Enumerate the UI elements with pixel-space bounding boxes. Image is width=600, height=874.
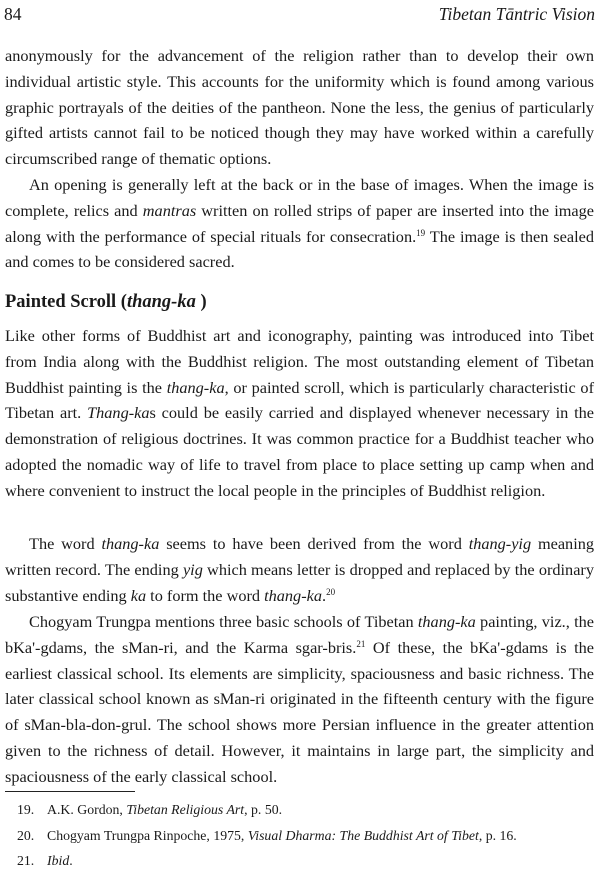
footnote-text: Chogyam Trungpa Rinpoche, 1975, [47,827,248,843]
footnote-number: 21. [17,853,35,868]
page-number: 84 [4,4,22,24]
paragraph-3-italic: thang-ka [166,377,225,397]
paragraph-5-text: painting, viz., the bKa'-gdams, the sMan-ri, and the Karma sgar-bris. [5,612,594,657]
footnote-number: 19. [17,802,35,817]
paragraph-4-text: seems to have been derived from the word [159,534,469,553]
footnote-italic: Ibid [47,853,70,868]
paragraph-3-text: , or painted scroll, which is particularly characteristic of Tibetan art. [5,377,594,423]
paragraph-4 [5,531,594,608]
paragraph-4-text: to form the word [146,585,265,605]
footnote-text: . [69,853,73,868]
footnote-item [17,823,592,849]
section-heading [5,290,207,314]
paragraph-5-text: Chogyam Trungpa mentions three basic schools of Tibetan [29,612,418,631]
paragraph-4-text: which means letter is dropped and replaced by the ordinary substantive ending [5,559,594,605]
footnote-italic: Tibetan Religious Art [126,802,245,817]
footnote-number: 20. [17,827,35,843]
heading-text: ) [195,292,207,312]
paragraph-4-italic: yig [182,559,203,579]
paragraph-2-text: written on rolled strips of paper are inserted into the image along with the performance of special rituals for consecration. [5,200,595,246]
paragraph-1 [5,43,594,172]
footnote-reference: 19 [416,227,426,238]
paragraph-5-text: Of these, the bKa'-gdams is the earliest classical school. Its elements are simplicity, spaciousness and basic richness. The later classical school known as sMan-ri originated in the fifteenth century with the figure of sMan-bla-don-grul. The school shows more Persian influence in the greater attention given to the richness of detail. However, it maintains in large part, the simplicity and spaciousness of the early classical school. [5,637,594,786]
footnote-reference: 21 [356,638,366,649]
paragraph-3-text: Like other forms of Buddhist art and iconography, painting was introduced into Tibet from India along with the Buddhist religion. The most outstanding element of Tibetan Buddhist painting is the [5,326,594,397]
footnotes [17,797,592,874]
running-head [4,4,595,26]
paragraph-5-italic: thang-ka [417,612,476,631]
footnote-item [17,797,592,823]
paragraph-3 [5,323,594,504]
paragraph-4-italic: ka [130,585,147,605]
paragraph-4-text: meaning written record. The ending [5,534,594,579]
paragraph-2-italic: mantras [142,200,197,220]
footnote-italic: Visual Dharma: The Buddhist Art of Tibet [247,827,479,843]
heading-text: Painted Scroll ( [5,292,127,312]
heading-italic: thang-ka [126,292,196,312]
footnote-text: , p. 16. [478,827,517,843]
footnote-item [17,848,592,874]
footnote-reference: 20 [326,586,336,597]
paragraph-4-italic: thang-yig [468,534,532,553]
paragraph-4-italic: thang-ka [264,585,322,605]
footnote-text: , p. 50. [244,802,283,817]
paragraph-2-text: The image is then sealed and comes to be considered sacred. [5,226,594,272]
paragraph-4-text: . [321,585,327,605]
paragraph-1-text: anonymously for the advancement of the religion rather than to develop their own individual artistic style. This accounts for the uniformity which is found among various graphic portrayals of the deities of the pantheon. None the less, the genius of particularly gifted artists cannot fail to be noticed though they may have worked within a carefully circumscribed range of thematic options. [5,46,594,169]
footnote-text: A.K. Gordon, [47,802,127,817]
paragraph-2 [5,172,594,275]
running-title: Tibetan Tāntric Vision [438,4,595,24]
paragraph-4-italic: thang-ka [101,534,160,553]
paragraph-4-text: The word [29,534,102,553]
paragraph-3-italic: Thang-ka [87,403,150,423]
paragraph-3-text: s could be easily carried and displayed whenever necessary in the demonstration of religious doctrines. It was common practice for a Buddhist teacher who adopted the nomadic way of life to travel from place to place setting up camp when and where convenient to instruct the local people in the principles of Buddhist religion. [5,403,594,500]
paragraph-5 [5,609,594,790]
footnote-divider [5,791,135,792]
paragraph-2-text: An opening is generally left at the back or in the base of images. When the image is complete, relics and [5,175,594,220]
